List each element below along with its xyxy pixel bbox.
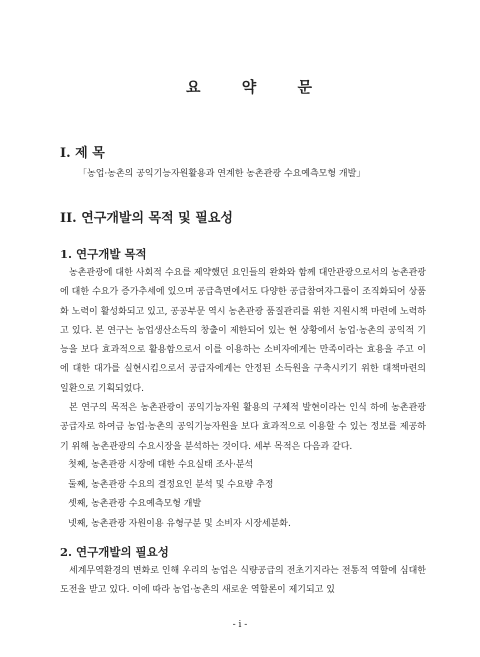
section-1-heading: I. 제 목	[60, 146, 105, 161]
necessity-paragraph-1: 세계무역환경의 변화로 인해 우리의 농업은 식량공급의 전초기지라는 전통적 역할에 심대한 도전을 받고 있다. 이에 따라 농업·농촌의 새로운 역할론이 제기되고 있	[60, 566, 426, 596]
purpose-paragraph-1: 농촌관광에 대한 사회적 수요를 제약했던 요인들의 완화와 함께 대안관광으로서의 농촌관광에 대한 수요가 증가추세에 있으며 공급측면에서도 다양한 공급참여자그룹이 조직화되어 상품화 노력이 활성화되고 있고, 공공부문 역시 농촌관광 품질관리를 위한 지원시책 마련에 노력하고 있다. 본 연구는 농업생산소득의 창출이 제한되어 있는 현 상황에서 농업·농촌의 공익적 기능을 보다 효과적으로 활용함으로서 이를 이용하는 소비자에게는 만족이라는 효용을 주고 이에 대한 대가를 실현시킴으로서 공급자에게는 안정된 소득원을 구축시키기 위한 대책마련의 일환으로 기획되었다.	[60, 268, 426, 394]
page-number: - i -	[232, 620, 248, 630]
purpose-paragraphs	[60, 264, 426, 457]
list-item: 첫째, 농촌관광 시장에 대한 수요실태 조사·분석	[68, 460, 254, 470]
section-2-heading: II. 연구개발의 목적 및 필요성	[60, 211, 233, 226]
necessity-paragraphs	[60, 562, 426, 601]
subsection-1-heading: 1. 연구개발 목적	[60, 247, 147, 261]
list-item: 넷째, 농촌관광 자원이용 유형구분 및 소비자 시장세분화.	[68, 518, 291, 529]
document-title: 요 약 문	[186, 78, 330, 96]
list-item: 둘째, 농촌관광 수요의 결정요인 분석 및 수요량 추정	[68, 479, 274, 490]
research-subject: 「농업·농촌의 공익기능자원활용과 연계한 농촌관광 수요예측모형 개발」	[78, 169, 366, 179]
subsection-2-heading: 2. 연구개발의 필요성	[60, 545, 169, 559]
list-item: 셋째, 농촌관광 수요예측모형 개발	[68, 499, 202, 509]
purpose-list	[68, 457, 291, 535]
purpose-paragraph-2: 본 연구의 목적은 농촌관광이 공익기능자원 활용의 구체적 발현이라는 인식 하에 농촌관광 공급자로 하여금 농업·농촌의 공익기능자원을 보다 효과적으로 이용할 수 있는 정보를 제공하기 위해 농촌관광의 수요시장을 분석하는 것이다. 세부 목적은 다음과 같다.	[60, 403, 426, 452]
